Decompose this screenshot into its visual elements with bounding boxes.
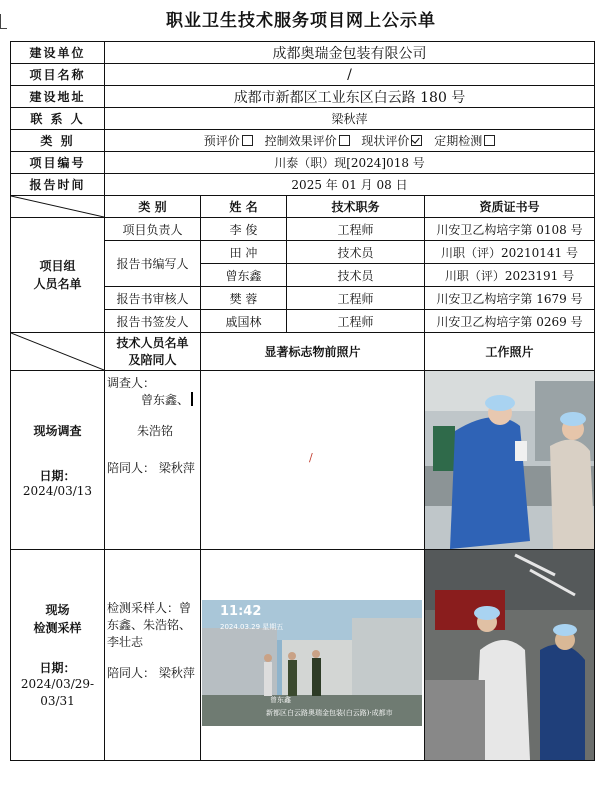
sampling-date: 2024/03/29- 03/31	[20, 676, 95, 708]
survey-companion: 陪同人： 梁秋萍	[107, 461, 195, 475]
type-option-label: 定期检测	[434, 134, 483, 148]
staff-cert: 川安卫乙构培字第 0269 号	[425, 310, 595, 333]
report-time-label: 报告时间	[11, 174, 105, 196]
type-option-label: 现状评价	[361, 134, 410, 148]
staff-cert: 川安卫乙构培字第 1679 号	[425, 287, 595, 310]
staff-name: 曾东鑫	[201, 264, 287, 287]
type-option-status	[361, 134, 422, 148]
staff-cert: 川职（评）20210141 号	[425, 241, 595, 264]
project-name-label: 项目名称	[11, 64, 105, 86]
staff-role: 项目负责人	[105, 218, 201, 241]
staff-header-cert: 资质证书号	[425, 196, 595, 218]
staff-cert: 川职（评）2023191 号	[425, 264, 595, 287]
type-options	[105, 130, 595, 152]
staff-cert: 川安卫乙构培字第 0108 号	[425, 218, 595, 241]
diagonal-cell	[11, 333, 105, 371]
samplers: 检测采样人：曾东鑫、朱浩铭、李壮志	[107, 601, 192, 649]
investigators-label: 调查人：	[107, 376, 156, 390]
checkbox-icon	[242, 135, 253, 146]
sampling-landmark-photo	[202, 600, 422, 726]
survey-landmark-photo-cell	[201, 371, 425, 550]
address-label: 建设地址	[11, 86, 105, 108]
unit-value: 成都奥瑞金包装有限公司	[105, 42, 595, 64]
survey-label-cell	[11, 371, 105, 550]
staff-name: 李 俊	[201, 218, 287, 241]
sampling-label-cell	[11, 550, 105, 761]
staff-name: 樊 蓉	[201, 287, 287, 310]
investigators-names-2: 朱浩铭	[137, 424, 174, 438]
investigators-names: 曾东鑫、	[141, 393, 190, 407]
sampling-work-photo	[425, 550, 594, 760]
survey-date: 2024/03/13	[22, 484, 93, 498]
staff-title: 工程师	[287, 287, 425, 310]
type-label: 类 别	[11, 130, 105, 152]
survey-work-photo-cell	[425, 371, 595, 550]
staff-header-role: 类 别	[105, 196, 201, 218]
investigators	[107, 392, 198, 409]
staff-name: 戚国林	[201, 310, 287, 333]
type-option-label: 控制效果评价	[264, 134, 337, 148]
people-header: 技术人员名单 及陪同人	[105, 333, 201, 371]
type-option-label: 预评价	[203, 134, 240, 148]
staff-header-name: 姓 名	[201, 196, 287, 218]
photo-date: 2024.03.29 星期五	[220, 623, 284, 631]
staff-title: 技术员	[287, 241, 425, 264]
survey-people-cell	[105, 371, 201, 550]
sampling-work-photo-cell	[425, 550, 595, 761]
photo-time: 11:42	[220, 604, 262, 619]
contact-label: 联 系 人	[11, 108, 105, 130]
sampling-label: 现场 检测采样	[33, 602, 82, 635]
sampling-landmark-photo-cell	[201, 550, 425, 761]
unit-label: 建设单位	[11, 42, 105, 64]
staff-title: 技术员	[287, 264, 425, 287]
checkbox-icon	[339, 135, 350, 146]
address-value: 成都市新都区工业东区白云路 180 号	[105, 86, 595, 108]
diagonal-cell	[11, 196, 105, 218]
photo-caption: 新都区白云路奥瑞金包装(白云路)·成都市	[266, 709, 393, 717]
contact-value: 梁秋萍	[105, 108, 595, 130]
checkbox-checked-icon	[411, 135, 422, 146]
sampling-date-label: 日期：	[39, 660, 76, 675]
project-no-label: 项目编号	[11, 152, 105, 174]
announcement-table	[10, 41, 595, 761]
type-option-periodic	[434, 134, 495, 148]
staff-name: 田 冲	[201, 241, 287, 264]
project-no-value: 川泰（职）现[2024]018 号	[105, 152, 595, 174]
staff-role: 报告书签发人	[105, 310, 201, 333]
staff-role: 报告书审核人	[105, 287, 201, 310]
staff-title: 工程师	[287, 218, 425, 241]
staff-title: 工程师	[287, 310, 425, 333]
staff-header-title: 技术职务	[287, 196, 425, 218]
project-name-value: /	[105, 64, 595, 86]
photo-user: 曾东鑫	[270, 696, 291, 704]
staff-group-label: 项目组 人员名单	[11, 218, 105, 333]
page-title: 职业卫生技术服务项目网上公示单	[166, 11, 436, 31]
landmark-placeholder: /	[309, 451, 313, 464]
survey-date-label: 日期：	[39, 469, 76, 483]
landmark-photo-header: 显著标志物前照片	[201, 333, 425, 371]
staff-role: 报告书编写人	[105, 241, 201, 287]
checkbox-icon	[484, 135, 495, 146]
type-option-pre	[204, 134, 253, 148]
survey-work-photo	[425, 371, 594, 549]
report-time-value: 2025 年 01 月 08 日	[105, 174, 595, 196]
survey-label: 现场调查	[33, 424, 82, 438]
work-photo-header: 工作照片	[425, 333, 595, 371]
sampling-companion: 陪同人： 梁秋萍	[107, 666, 195, 680]
sampling-people-cell	[105, 550, 201, 761]
type-option-control	[265, 134, 350, 148]
